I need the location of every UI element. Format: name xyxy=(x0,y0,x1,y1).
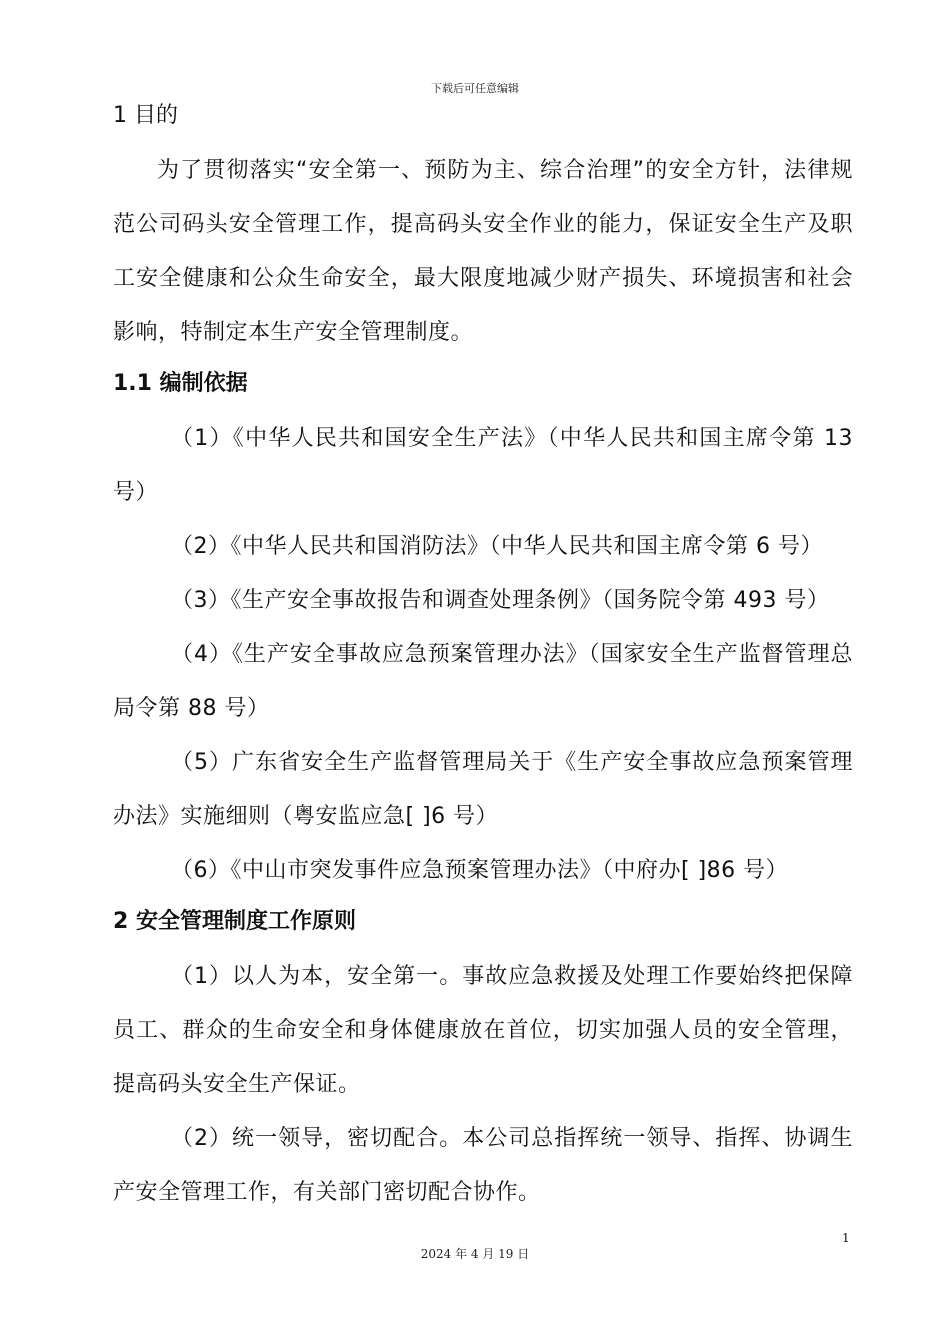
reference-item-4: （4）《生产安全事故应急预案管理办法》（国家安全生产监督管理总局令第 88 号） xyxy=(113,642,853,721)
section-1-title: 1 目的 xyxy=(113,103,178,128)
reference-item-5: （5）广东省安全生产监督管理局关于《生产安全事故应急预案管理办法》实施细则（粤安监应急[ ]6 号） xyxy=(113,750,853,829)
section-2-title: 2 安全管理制度工作原则 xyxy=(113,909,356,934)
section-1-paragraph: 为了贯彻落实“安全第一、预防为主、综合治理”的安全方针，法律规范公司码头安全管理工作，提高码头安全作业的能力，保证安全生产及职工安全健康和公众生命安全，最大限度地减少财产损失、环境损害和社会影响，特制定本生产安全管理制度。 xyxy=(113,158,853,345)
principle-item-2: （2）统一领导，密切配合。本公司总指挥统一领导、指挥、协调生产安全管理工作，有关部门密切配合协作。 xyxy=(113,1126,853,1205)
document-body xyxy=(113,96,853,1220)
page-number: 1 xyxy=(842,1231,850,1245)
section-1-1-title: 1.1 编制依据 xyxy=(113,371,248,396)
reference-item-2: （2）《中华人民共和国消防法》（中华人民共和国主席令第 6 号） xyxy=(171,534,823,559)
principle-item-1: （1）以人为本，安全第一。事故应急救援及处理工作要始终把保障员工、群众的生命安全和身体健康放在首位，切实加强人员的安全管理，提高码头安全生产保证。 xyxy=(113,964,853,1097)
reference-item-3: （3）《生产安全事故报告和调查处理条例》（国务院令第 493 号） xyxy=(171,588,830,613)
reference-item-6: （6）《中山市突发事件应急预案管理办法》（中府办[ ]86 号） xyxy=(171,858,789,883)
page-footer-date: 2024 年 4 月 19 日 xyxy=(420,1247,530,1261)
reference-item-1: （1）《中华人民共和国安全生产法》（中华人民共和国主席令第 13 号） xyxy=(113,426,853,505)
page-header-note: 下载后可任意编辑 xyxy=(431,82,519,95)
